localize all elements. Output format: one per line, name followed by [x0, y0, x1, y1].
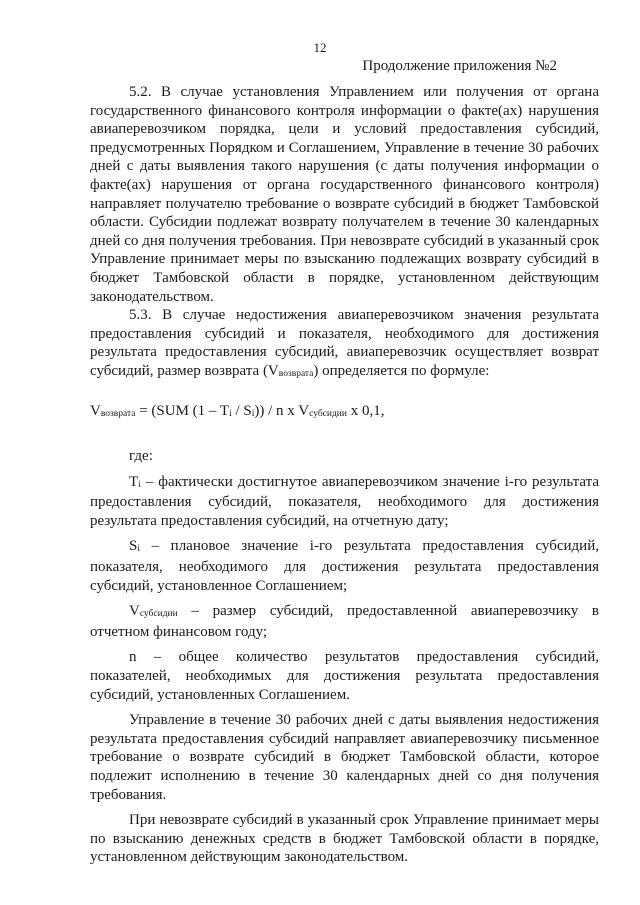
v-subscript: субсидии [139, 609, 178, 620]
definition-s [90, 537, 599, 595]
definition-t [90, 473, 599, 531]
paragraph-recovery: При невозврате субсидий в указанный срок Управление принимает меры по взысканию денежных средств в бюджет Тамбовской области в порядке, установленном действующим законодательством. [90, 812, 599, 866]
paragraph-5-3-text: 5.3. В случае недостижения авиаперевозчиком значения результата предоставления субсидий и показателя, необходимого для достижения результата предоставления субсидий, авиаперевозчик осуществляет возврат субсидий, размер возврата (V [90, 307, 599, 379]
return-formula [90, 402, 599, 423]
formula-sub-return: возврата [100, 408, 136, 419]
paragraph-5-3-end: ) определяется по формуле: [313, 362, 490, 379]
t-symbol: T [129, 473, 139, 490]
page-number: 12 [313, 40, 327, 55]
formula-end: x 0,1, [346, 402, 385, 419]
formula-tail: )) / n x V [254, 402, 310, 419]
definition-v [90, 602, 599, 641]
formula-slash: / S [231, 402, 252, 419]
t-subscript: i [138, 479, 141, 490]
formula-sub-subsidy: субсидии [309, 408, 347, 419]
paragraph-notice: Управление в течение 30 рабочих дней с даты выявления недостижения результата предоставления субсидий направляет авиаперевозчику письменное требование о возврате субсидий в бюджет Тамбовской области, которое подлежит исполнению в течение 30 календарных дней со дня получения требования. [90, 712, 599, 803]
s-symbol: S [129, 538, 138, 555]
formula-sub-i2: i [251, 408, 255, 419]
formula-sub-i1: i [229, 408, 232, 419]
formula-mid: = (SUM (1 – T [135, 402, 230, 419]
s-definition: – плановое значение i-го результата предоставления субсидий, показателя, необходимого для достижения результата предоставления субсидий, установленное Соглашением; [90, 538, 599, 594]
where-label: где: [129, 448, 153, 465]
appendix-note: Продолжение приложения №2 [362, 58, 557, 74]
formula-v: V [90, 402, 101, 419]
paragraph-5-3 [90, 306, 599, 382]
v-symbol: V [129, 603, 140, 620]
paragraph-5-2: 5.2. В случае установления Управлением или получения от органа государственного финансового контроля информации о факте(ах) нарушения авиаперевозчиком порядка, цели и условий предоставления субсидий, предусмотренных Порядком и Соглашением, Управление в течение 30 рабочих дней с даты выявления такого нарушения (с даты получения информации о факте(ах) нарушения от органа государственного финансового контроля) направляет получателю требование о возврате субсидий в бюджет Тамбовской области. Субсидии подлежат возврату получателем в течение 30 календарных дней со дня получения требования. При невозврате субсидий в указанный срок Управление принимает меры по взысканию подлежащих возврату субсидий в бюджет Тамбовской области в порядке, установленном действующим законодательством. [90, 84, 599, 305]
v-definition: – размер субсидий, предоставленной авиаперевозчику в отчетном финансовом году; [90, 603, 599, 640]
document-body [90, 83, 599, 867]
definition-n: n – общее количество результатов предоставления субсидий, показателей, необходимых для достижения результата предоставления субсидий, установленных Соглашением. [90, 649, 599, 703]
s-subscript: i [137, 544, 140, 555]
t-definition: – фактически достигнутое авиаперевозчиком значение i-го результата предоставления субсидий, показателя, необходимого для достижения результата предоставления субсидий, на отчетную дату; [90, 473, 599, 529]
subscript-return: возврата [278, 368, 314, 379]
